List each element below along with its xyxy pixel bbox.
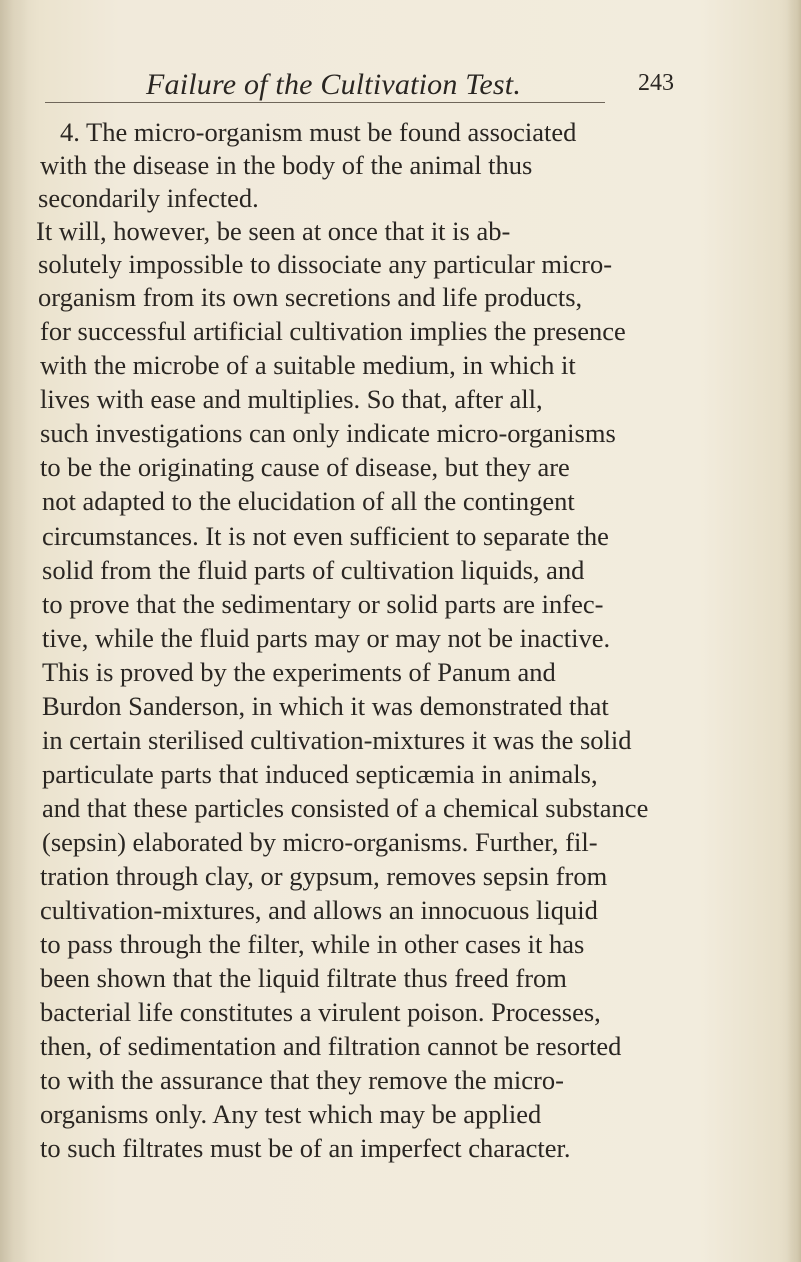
text-line: solid from the fluid parts of cultivation liquids, and xyxy=(42,555,585,585)
header-rule xyxy=(45,102,605,103)
text-line: for successful artificial cultivation implies the presence xyxy=(40,316,626,346)
text-line: tration through clay, or gypsum, removes sepsin from xyxy=(40,861,608,891)
text-line: organisms only. Any test which may be applied xyxy=(40,1099,542,1129)
running-head xyxy=(140,60,674,104)
text-line: been shown that the liquid filtrate thus freed from xyxy=(40,963,567,993)
text-line: then, of sedimentation and filtration cannot be resorted xyxy=(40,1031,622,1061)
text-line: not adapted to the elucidation of all the contingent xyxy=(42,486,575,516)
text-line: bacterial life constitutes a virulent poison. Processes, xyxy=(40,997,601,1027)
text-line: organism from its own secretions and life products, xyxy=(38,282,583,312)
text-line: and that these particles consisted of a chemical substance xyxy=(42,793,649,823)
page-number: 243 xyxy=(638,70,674,96)
text-line: with the disease in the body of the animal thus xyxy=(40,150,533,180)
text-line: to pass through the filter, while in other cases it has xyxy=(40,929,585,959)
text-line: to be the originating cause of disease, but they are xyxy=(40,452,570,482)
running-title: Failure of the Cultivation Test. xyxy=(146,68,522,101)
text-line: solutely impossible to dissociate any particular micro- xyxy=(38,249,613,279)
text-line: cultivation-mixtures, and allows an innocuous liquid xyxy=(40,895,598,925)
text-line: to with the assurance that they remove the micro- xyxy=(40,1065,564,1095)
text-line: This is proved by the experiments of Panum and xyxy=(42,657,556,687)
page-edge-shadow xyxy=(787,0,801,1262)
text-line: to prove that the sedimentary or solid parts are infec- xyxy=(42,589,604,619)
text-line: It will, however, be seen at once that it is ab- xyxy=(36,216,511,246)
text-line: to such filtrates must be of an imperfect character. xyxy=(40,1133,571,1163)
text-line: with the microbe of a suitable medium, in which it xyxy=(40,350,576,380)
text-line: circumstances. It is not even sufficient to separate the xyxy=(42,521,609,551)
text-line: such investigations can only indicate micro-organisms xyxy=(40,418,616,448)
text-line: lives with ease and multiplies. So that, after all, xyxy=(40,384,543,414)
text-line: in certain sterilised cultivation-mixtures it was the solid xyxy=(42,725,632,755)
text-line: 4. The micro-organism must be found associated xyxy=(60,117,577,147)
text-line: secondarily infected. xyxy=(38,183,259,213)
text-line: (sepsin) elaborated by micro-organisms. Further, fil- xyxy=(42,827,598,857)
text-line: particulate parts that induced septicæmia in animals, xyxy=(42,759,598,789)
page-gutter-shadow xyxy=(0,0,28,1262)
text-line: Burdon Sanderson, in which it was demonstrated that xyxy=(42,691,609,721)
text-line: tive, while the fluid parts may or may not be inactive. xyxy=(42,623,611,653)
